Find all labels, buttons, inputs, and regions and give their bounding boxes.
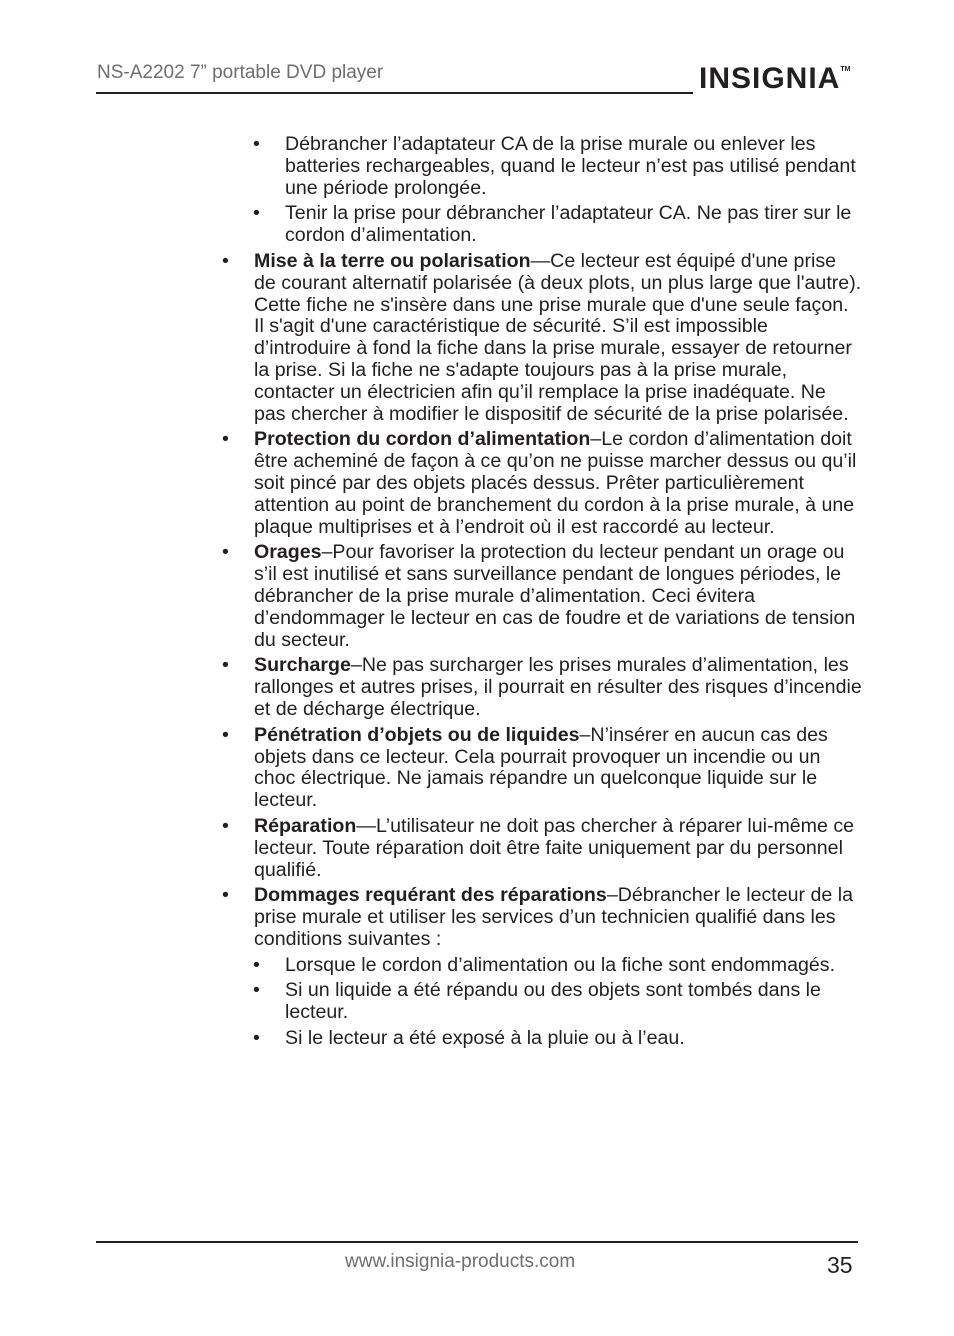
- list-item: [222, 885, 862, 950]
- sub-list-item: [253, 1028, 862, 1050]
- bullet-icon: •: [222, 428, 229, 451]
- item-text: –Ne pas surcharger les prises murales d’alimentation, les rallonges et autres prises, il pourrait en résulter des risques d’incendie et de décharge électrique.: [254, 654, 862, 720]
- logo-trademark: TM: [840, 66, 851, 73]
- item-text: Si le lecteur a été exposé à la pluie ou à l’eau.: [285, 1027, 685, 1050]
- logo-text: INSIGNIA: [699, 62, 841, 95]
- item-heading: Pénétration d’objets ou de liquides: [254, 723, 580, 746]
- item-body: [254, 428, 856, 537]
- footer-url: www.insignia-products.com: [345, 1251, 576, 1272]
- list-item: [222, 816, 862, 881]
- header-divider: [96, 92, 693, 94]
- sub-list-item: [253, 203, 862, 247]
- item-body: [254, 884, 853, 950]
- list-item: [222, 655, 862, 720]
- item-text: Lorsque le cordon d’alimentation ou la fiche sont endommagés.: [285, 953, 836, 976]
- bullet-icon: •: [222, 814, 229, 837]
- bullet-icon: •: [253, 979, 260, 1002]
- item-heading: Surcharge: [254, 654, 351, 677]
- item-text: –Pour favoriser la protection du lecteur pendant un orage ou s’il est inutilisé et sans surveillance pendant de longues périodes, le débrancher de la prise murale d’alimentation. Ceci évitera d’endommager le lecteur en cas de foudre et de variations de tension du secteur.: [254, 541, 856, 651]
- list-item: [222, 429, 862, 538]
- bullet-icon: •: [253, 1027, 260, 1050]
- item-text: –Le cordon d’alimentation doit être acheminé de façon à ce qu’on ne puisse marcher dessus ou qu’il soit pincé par des objets placés dessus. Prêter particulièrement attention au point de branchement du cordon à la prise murale, à une plaque multiprises et à l’endroit où il est raccordé au lecteur.: [254, 428, 857, 538]
- item-text: –Débrancher le lecteur de la prise murale et utiliser les services d’un technicien qualifié dans les conditions suivantes :: [254, 884, 853, 950]
- item-heading: Protection du cordon d’alimentation: [254, 428, 591, 451]
- item-body: [285, 133, 856, 199]
- bullet-icon: •: [253, 202, 260, 225]
- bullet-icon: •: [222, 654, 229, 677]
- item-text: —L’utilisateur ne doit pas chercher à réparer lui-même ce lecteur. Toute réparation doit être faite uniquement par du personnel qualifié.: [254, 814, 855, 881]
- item-heading: Dommages requérant des réparations: [254, 884, 607, 907]
- bullet-icon: •: [253, 133, 260, 155]
- bullet-icon: •: [222, 884, 229, 907]
- item-body: [254, 250, 861, 425]
- item-body: [254, 654, 862, 720]
- item-body: [285, 1027, 685, 1049]
- safety-instructions-list: [222, 134, 862, 1050]
- sub-list-item: [253, 980, 862, 1024]
- bullet-icon: •: [222, 249, 229, 272]
- item-body: [254, 541, 855, 650]
- item-text: Si un liquide a été répandu ou des objets sont tombés dans le lecteur.: [285, 979, 821, 1024]
- item-heading: Orages: [254, 541, 322, 564]
- item-text: Débrancher l’adaptateur CA de la prise murale ou enlever les batteries rechargeables, quand le lecteur n’est pas utilisé pendant une période prolongée.: [285, 133, 856, 199]
- item-text: —Ce lecteur est équipé d'une prise de courant alternatif polarisée (à deux plots, un plus large que l'autre). Cette fiche ne s'insère dans une prise murale que d'une seule façon. Il s'agit d'une caractéristique de sécurité. S’il est impossible d’introduire à fond la fiche dans la prise murale, essayer de retourner la prise. Si la fiche ne s'adapte toujours pas à la prise murale, contacter un électricien afin qu’il remplace la prise inadéquate. Ne pas chercher à modifier le dispositif de sécurité de la prise polarisée.: [254, 249, 862, 425]
- list-item: [222, 251, 862, 425]
- list-item: [222, 542, 862, 651]
- page-number: 35: [827, 1252, 853, 1278]
- list-item: [222, 725, 862, 812]
- item-text: –N’insérer en aucun cas des objets dans ce lecteur. Cela pourrait provoquer un incendie ou un choc électrique. Ne jamais répandre un quelconque liquide sur le lecteur.: [254, 723, 828, 812]
- item-heading: Réparation: [254, 814, 357, 837]
- item-body: [254, 724, 828, 811]
- item-body: [285, 979, 821, 1023]
- bullet-icon: •: [222, 541, 229, 564]
- insignia-logo: [699, 62, 850, 96]
- bullet-icon: •: [222, 723, 229, 746]
- item-body: [254, 815, 854, 881]
- item-heading: Mise à la terre ou polarisation: [254, 249, 531, 272]
- sub-list-item: [253, 134, 862, 199]
- footer-divider: [96, 1241, 858, 1243]
- item-body: [285, 954, 835, 976]
- bullet-icon: •: [253, 953, 260, 976]
- sub-list-item: [253, 955, 862, 977]
- item-body: [285, 202, 851, 246]
- item-text: Tenir la prise pour débrancher l’adaptateur CA. Ne pas tirer sur le cordon d’alimentation.: [285, 202, 852, 247]
- document-title: NS-A2202 7” portable DVD player: [97, 62, 384, 83]
